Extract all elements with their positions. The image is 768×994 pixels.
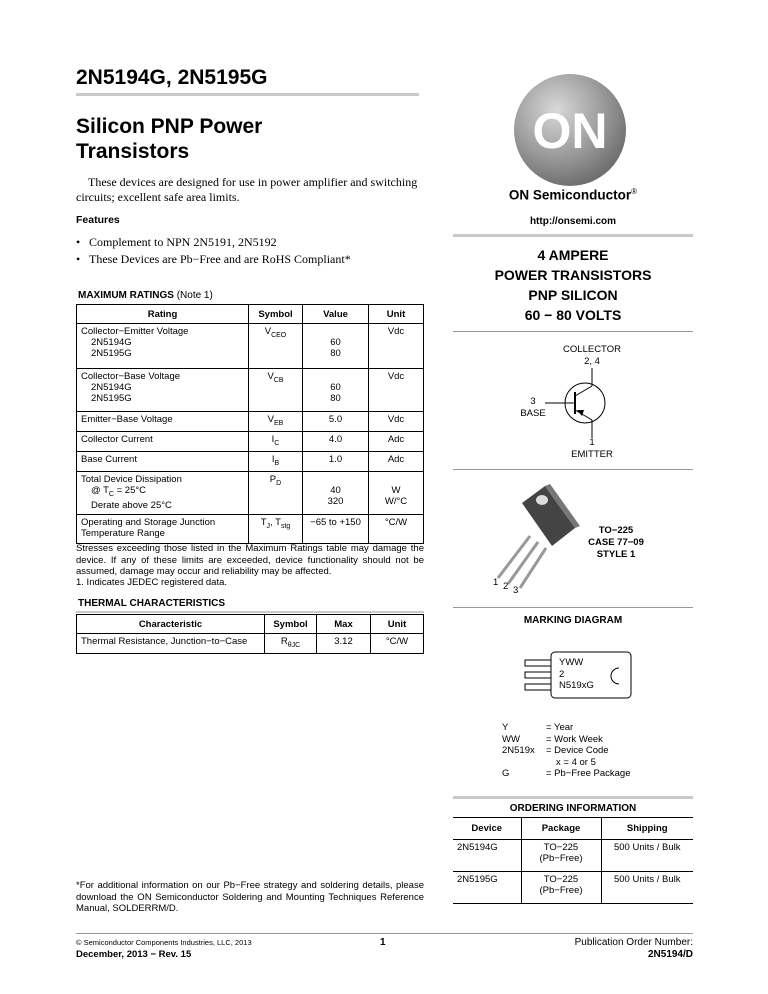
page-subtitle (76, 114, 262, 164)
pb-free-footnote: *For additional information on our Pb−Free strategy and soldering details, please download the ON Semiconductor Soldering and Mounting Techniques Reference Manual, SOLDERRM/D. (76, 880, 424, 914)
package-label: TO−225 CASE 77−09 STYLE 1 (588, 525, 644, 560)
col-rating: Rating (77, 305, 249, 324)
table-row: Base Current $I_B$ 1.0 Adc (77, 451, 424, 471)
table-row: Collector Current $I_C$ 4.0 Adc (77, 431, 424, 451)
pin-2: 2 (503, 581, 509, 592)
pin-3: 3 (513, 585, 519, 596)
col-value: Value (303, 305, 369, 324)
collector-label: COLLECTOR 2, 4 (563, 344, 621, 367)
table-row: Emitter−Base Voltage $V_{EB}$ 5.0 Vdc (77, 412, 424, 432)
thermal-rule (76, 611, 424, 613)
max-ratings-table (76, 304, 424, 544)
logo-text: ON (532, 103, 608, 159)
subtitle-line-1: Silicon PNP Power (76, 115, 263, 138)
thermal-table: Characteristic Symbol Max Unit Thermal Resistance, Junction−to−Case $R_{\theta JC}$ 3.12 °C/W (76, 614, 424, 654)
stress-note: Stresses exceeding those listed in the Maximum Ratings table may damage the device. If any of these limits are exceeded, device functionality should not be assumed, damage may occur and reliability may be affected. (76, 543, 424, 577)
right-rule (453, 234, 693, 237)
intro-paragraph: These devices are designed for use in power amplifier and switching circuits; excellent safe area limits. (76, 175, 418, 204)
pnp-transistor-symbol-icon (545, 368, 615, 438)
subtitle-line-2: Transistors (76, 140, 190, 163)
title-rule (76, 93, 419, 96)
col-unit: Unit (369, 305, 424, 324)
table-row: 2N5195G TO−225 (Pb−Free) 500 Units / Bulk (453, 872, 693, 904)
footer-rule (76, 933, 693, 934)
table-row: 2N5194G TO−225 (Pb−Free) 500 Units / Bulk (453, 840, 693, 872)
thermal-heading: THERMAL CHARACTERISTICS (78, 598, 226, 609)
marking-lines: YWW 2 N519xG (559, 657, 594, 691)
pin-1: 1 (493, 577, 499, 588)
company-name: ON Semiconductor® (508, 187, 638, 203)
product-summary: 4 AMPERE POWER TRANSISTORS PNP SILICON 60 − 80 VOLTS (494, 247, 652, 323)
ordering-table: Device Package Shipping 2N5194G TO−225 (Pb−Free) 500 Units / Bulk 2N5195G TO−225 (Pb−Free) 500 Units / Bulk (453, 817, 693, 904)
part-number-title: 2N5194G, 2N5195G (76, 66, 268, 89)
note-1: 1. Indicates JEDEC registered data. (76, 577, 228, 588)
feature-item: • Complement to NPN 2N5191, 2N5192 (76, 235, 277, 249)
features-heading: Features (76, 214, 120, 226)
table-row: Collector−Base Voltage 2N5194G 2N5195G $V_{CB}$ 60 80 Vdc (77, 369, 424, 412)
publication-order: Publication Order Number: 2N5194/D (574, 937, 693, 960)
ordering-heading: ORDERING INFORMATION (509, 803, 637, 814)
revision-date: December, 2013 − Rev. 15 (76, 949, 192, 960)
base-label: 3 BASE (520, 396, 546, 419)
right-rule-thin (453, 331, 693, 332)
page-number: 1 (380, 937, 386, 948)
table-row: Collector−Emitter Voltage 2N5194G 2N5195G $V_{CEO}$ 60 80 Vdc (77, 324, 424, 369)
feature-item: • These Devices are Pb−Free and are RoHS Compliant* (76, 252, 351, 266)
max-ratings-heading: MAXIMUM RATINGS (Note 1) (78, 290, 213, 301)
right-rule-thin (453, 469, 693, 470)
col-symbol: Symbol (249, 305, 303, 324)
right-rule (453, 796, 693, 799)
marking-legend: Y = Year WW = Work Week 2N519x = Device Code x = 4 or 5 G = Pb−Free Package (502, 722, 631, 779)
marking-heading: MARKING DIAGRAM (523, 615, 623, 626)
table-row: Operating and Storage Junction Temperature Range $T_J$, $T_{stg}$ −65 to +150 °C/W (77, 514, 424, 543)
website-link[interactable]: http://onsemi.com (529, 216, 617, 227)
right-rule-thin (453, 607, 693, 608)
table-row: Total Device Dissipation @ $T_C = 25^\circ C$ Derate above 25°C $P_D$ 40 320 W W/°C (77, 471, 424, 514)
copyright: © Semiconductor Components Industries, LLC, 2013 (76, 938, 252, 947)
on-logo-icon (510, 70, 630, 190)
emitter-label: 1 EMITTER (571, 437, 613, 460)
table-row: Thermal Resistance, Junction−to−Case $R_{\theta JC}$ 3.12 °C/W (77, 634, 424, 654)
